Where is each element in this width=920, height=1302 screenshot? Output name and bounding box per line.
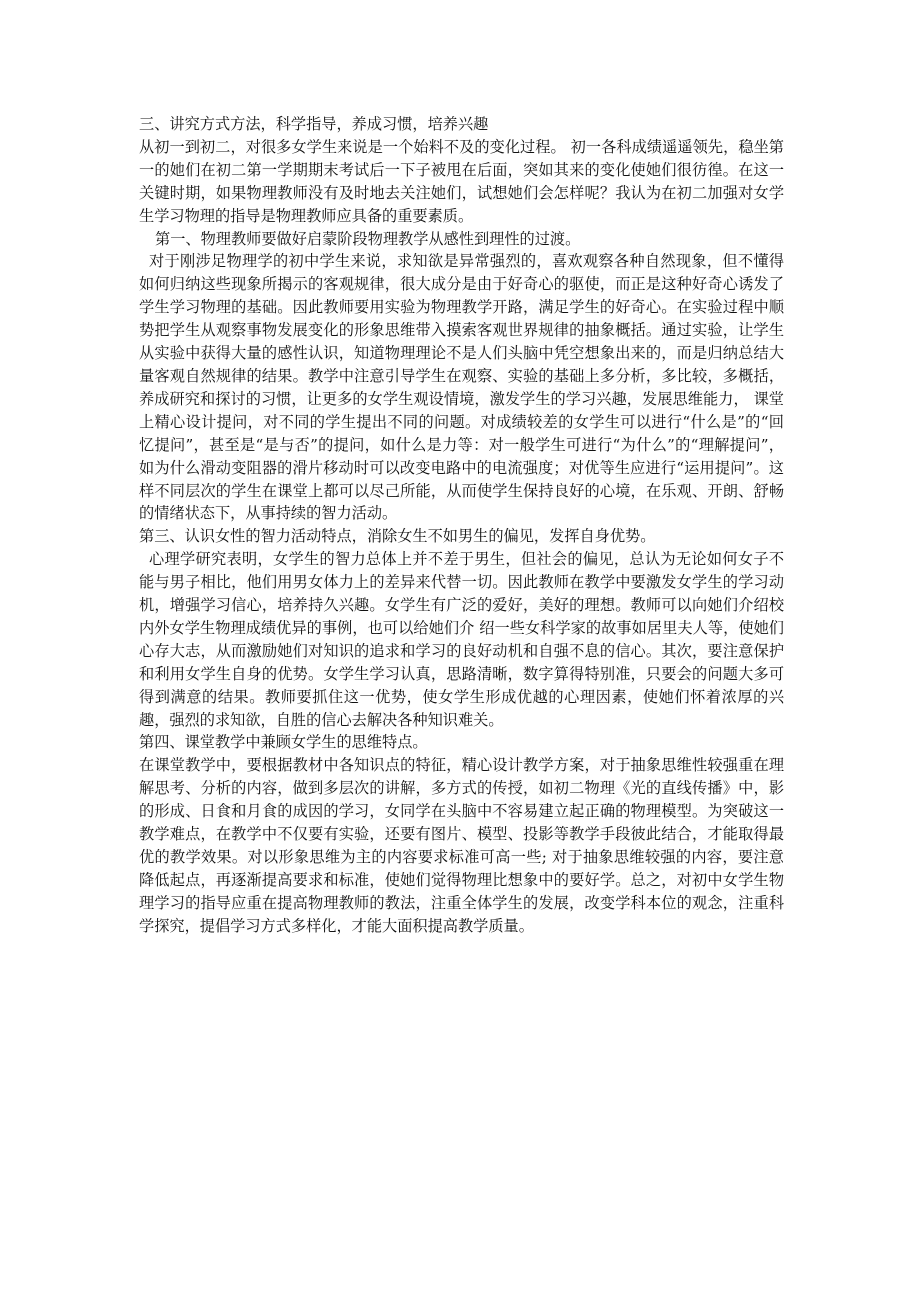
sub-heading: 第三、认识女性的智力活动特点，消除女生不如男生的偏见，发挥自身优势。: [139, 527, 656, 546]
section-heading: 三、讲究方式方法，科学指导，养成习惯，培养兴趣: [139, 115, 489, 133]
sub-heading: 第四、课堂教学中兼顾女学生的思维特点。: [139, 733, 428, 752]
document-body: [139, 113, 784, 938]
body-paragraph: 在课堂教学中，要根据教材中各知识点的特征，精心设计教学方案，对于抽象思维性较强重在理解思考、分析的内容，做到多层次的讲解，多方式的传授，如初二物理《光的直线传播》中，影的形成、日食和月食的成因的学习，女同学在头脑中不容易建立起正确的物理模型。为突破这一教学难点，在教学中不仅要有实验，还要有图片、模型、投影等教学手段彼此结合，才能取得最优的教学效果。对以形象思维为主的内容要求标准可高一些; 对于抽象思维较强的内容，要注意降低起点，再逐渐提高要求和标准，使她们觉得物理比想象中的要好学。总之，对初中女学生物理学习的指导应重在提高物理教师的教法，注重全体学生的发展，改变学科本位的观念，注重科学探究，提倡学习方式多样化，才能大面积提高教学质量。: [139, 756, 784, 935]
sub-heading: 第一、物理教师要做好启蒙阶段物理教学从感性到理性的过渡。: [155, 229, 581, 248]
body-paragraph: 从初一到初二，对很多女学生来说是一个始料不及的变化过程。 初一各科成绩遥遥领先，稳坐第一的她们在初二第一学期期末考试后一下子被甩在后面，突如其来的变化使她们很彷徨。在这一关键时期，如果物理教师没有及时地去关注她们，试想她们会怎样呢？我认为在初二加强对女学生学习物理的指导是物理教师应具备的重要素质。: [139, 137, 784, 225]
body-paragraph: 对于刚涉足物理学的初中学生来说，求知欲是异常强烈的，喜欢观察各种自然现象，但不懂得如何归纳这些现象所揭示的客观规律，很大成分是由于好奇心的驱使，而正是这种好奇心诱发了学生学习物理的基础。因此教师要用实验为物理教学开路，满足学生的好奇心。在实验过程中顺势把学生从观察事物发展变化的形象思维带入摸索客观世界规律的抽象概括。通过实验，让学生从实验中获得大量的感性认识，知道物理理论不是人们头脑中凭空想象出来的，而是归纳总结大量客观自然规律的结果。教学中注意引导学生在观察、实验的基础上多分析，多比较，多概括，养成研究和探讨的习惯，让更多的女学生观设情境，激发学生的学习兴趣，发展思维能力， 课堂上精心设计提问，对不同的学生提出不同的问题。对成绩较差的女学生可以进行“什么是”的“回忆提问”，甚至是“是与否”的提问，如什么是力等：对一般学生可进行“为什么”的“理解提问”，如为什么滑动变阻器的滑片移动时可以改变电路中的电流强度；对优等生应进行“运用提问”。这样不同层次的学生在课堂上都可以尽己所能，从而使学生保持良好的心境，在乐观、开朗、舒畅的情绪状态下，从事持续的智力活动。: [139, 252, 784, 523]
body-paragraph: 心理学研究表明，女学生的智力总体上并不差于男生，但社会的偏见，总认为无论如何女子不能与男子相比，他们用男女体力上的差异来代替一切。因此教师在教学中要激发女学生的学习动机，增强学习信心，培养持久兴趣。女学生有广泛的爱好，美好的理想。教师可以向她们介绍校内外女学生物理成绩优异的事例，也可以给她们介 绍一些女科学家的故事如居里夫人等，使她们心存大志，从而激励她们对知识的追求和学习的良好动机和自强不息的信心。其次，要注意保护和利用女学生自身的优势。女学生学习认真，思路清晰，数字算得特别准，只要会的问题大多可得到满意的结果。教师要抓住这一优势，使女学生形成优越的心理因素，使她们怀着浓厚的兴趣，强烈的求知欲，自胜的信心去解决各种知识难关。: [139, 550, 784, 729]
